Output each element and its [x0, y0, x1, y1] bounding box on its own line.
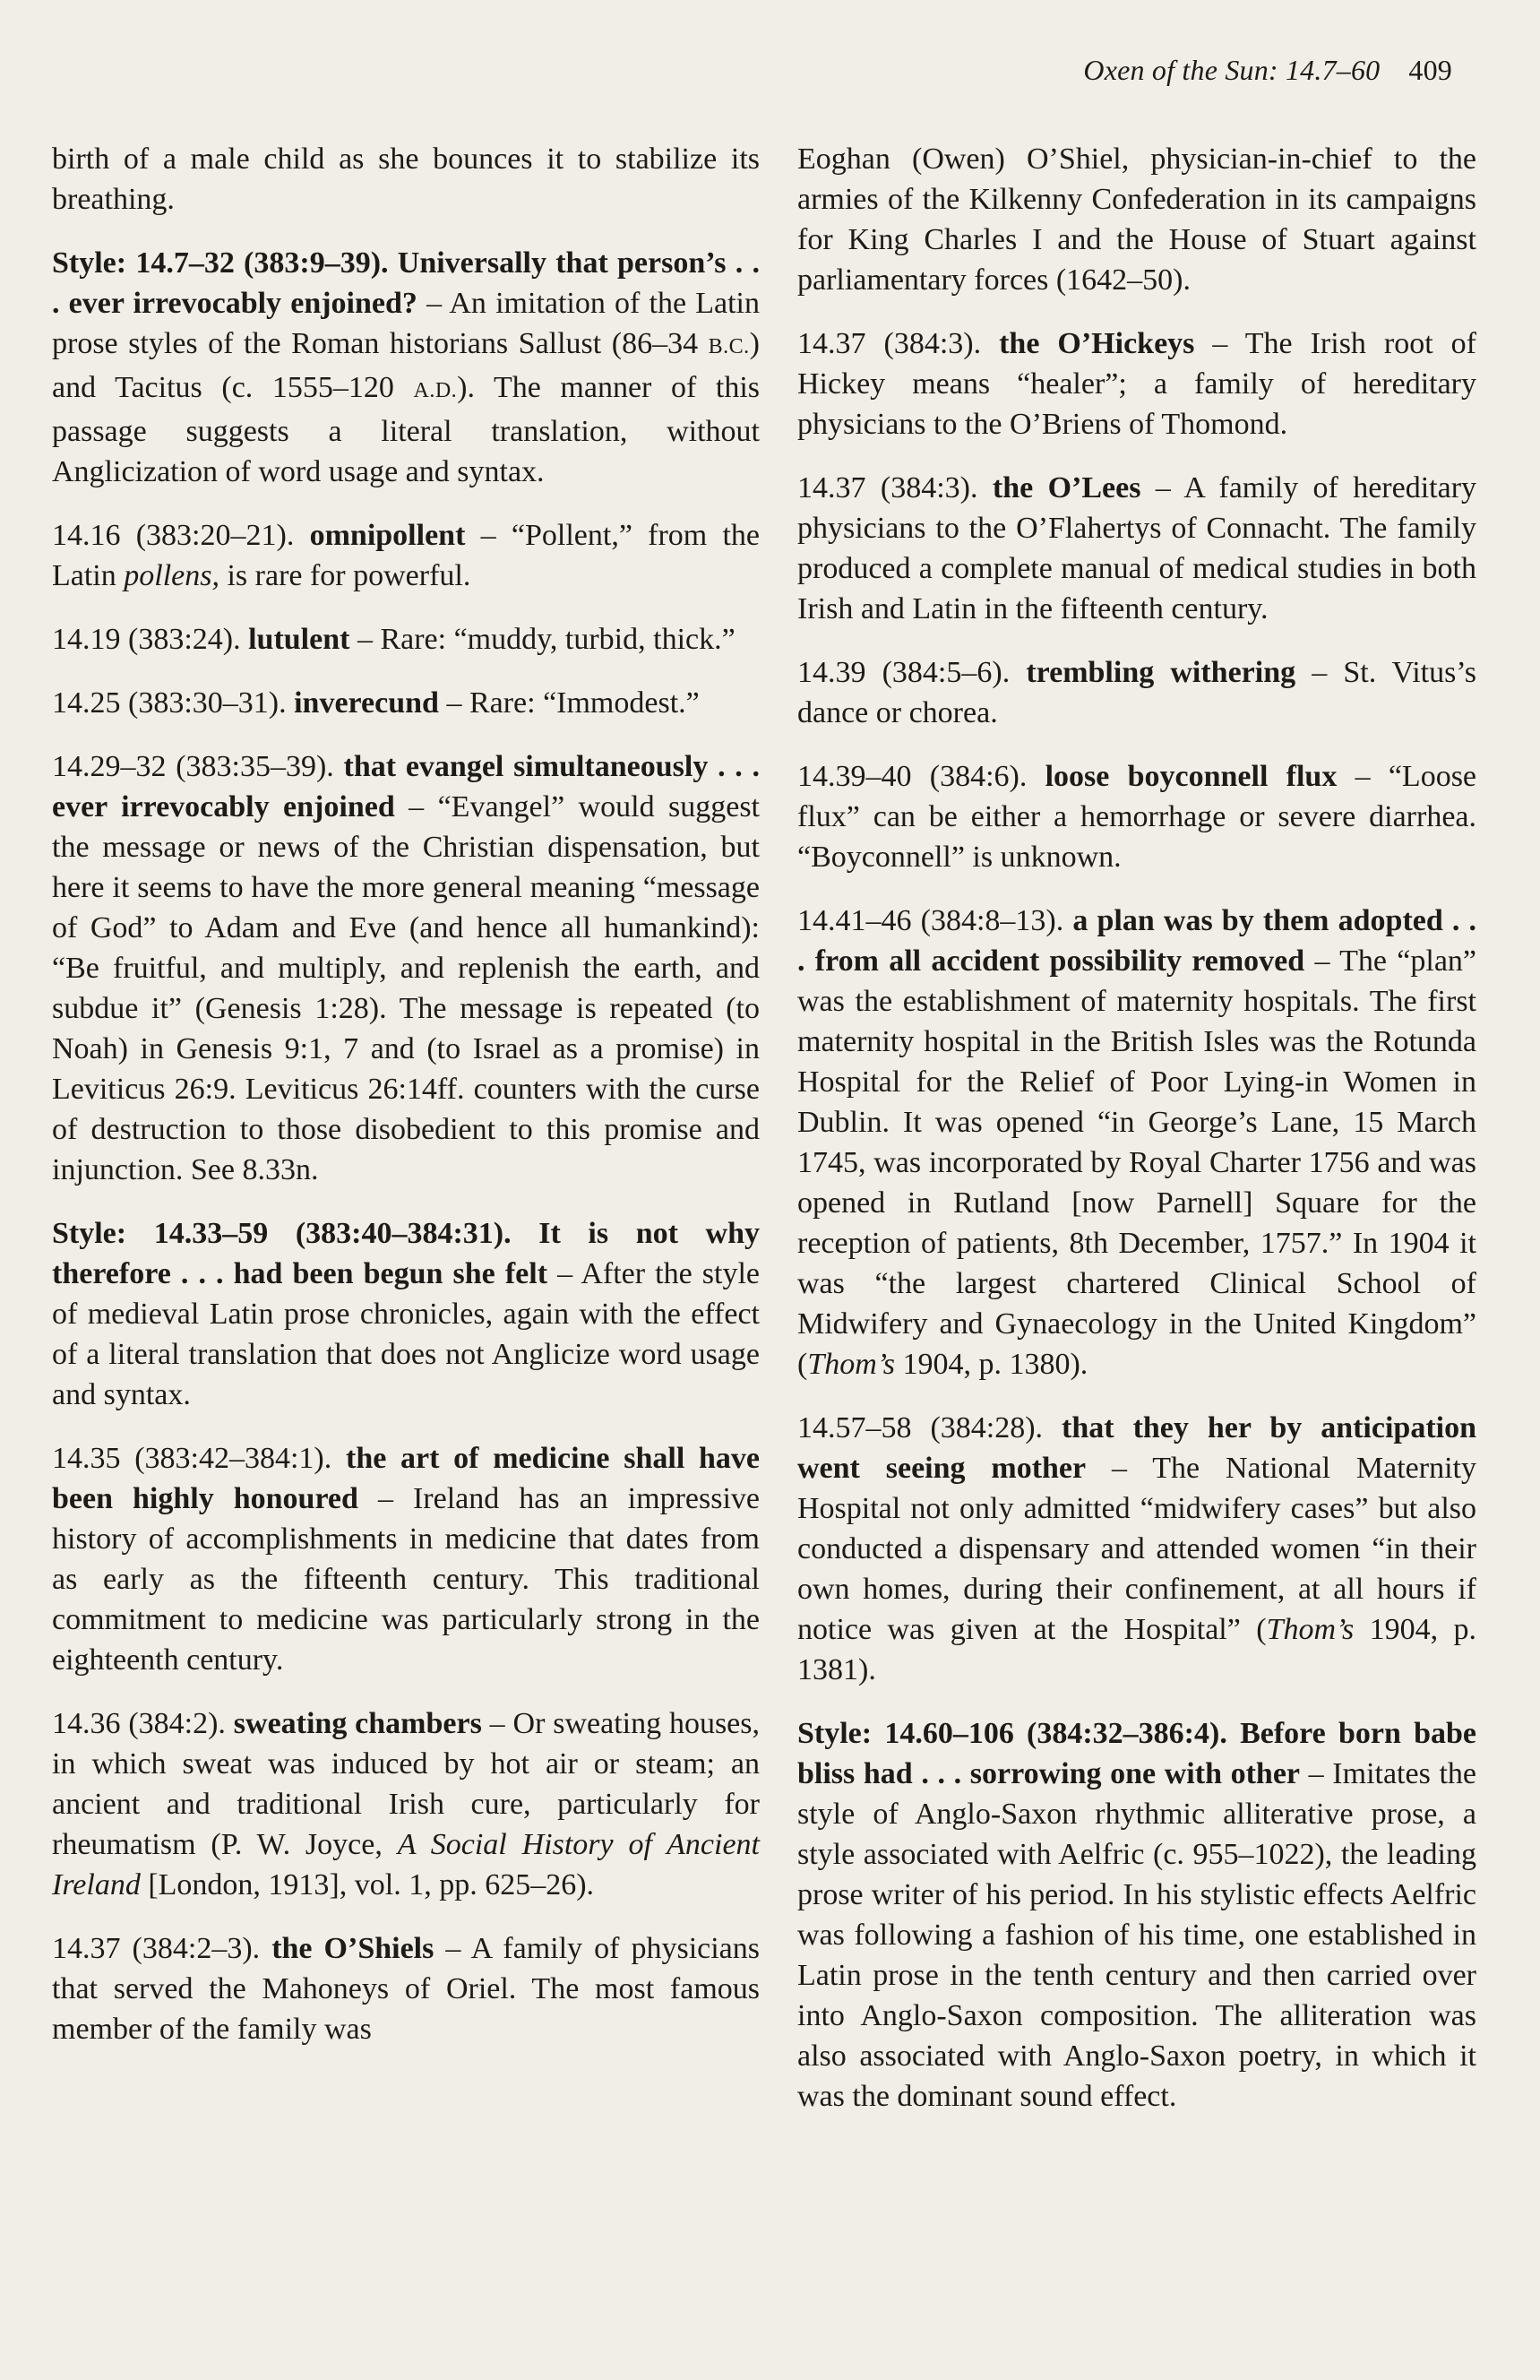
annotation-entry	[52, 683, 760, 723]
entry-gloss: 1904, p. 1381).	[797, 1613, 1476, 1686]
entry-reference: 14.25 (383:30–31).	[52, 686, 287, 720]
entry-reference: Style: 14.33–59 (383:40–384:31).	[52, 1217, 512, 1250]
entry-gloss: – “Loose flux” can be either a hemorrhage or severe diarrhea. “Boyconnell” is unknown.	[797, 760, 1477, 874]
entry-reference: 14.39–40 (384:6).	[797, 760, 1028, 793]
entry-reference: 14.37 (384:2–3).	[52, 1932, 261, 1965]
entry-lemma: the O’Shiels	[271, 1932, 434, 1965]
entry-gloss: is rare for powerful.	[219, 559, 471, 592]
entry-gloss: – Rare: “muddy, turbid, thick.”	[349, 623, 736, 656]
annotation-entry	[797, 323, 1476, 444]
entry-reference: 14.37 (384:3).	[797, 327, 982, 360]
annotation-entry	[797, 1713, 1476, 2117]
right-column	[797, 139, 1476, 2140]
annotation-entry	[797, 901, 1476, 1384]
entry-italic: A Social History of Ancient Ireland	[52, 1828, 760, 1901]
entry-lemma: omnipollent	[309, 519, 466, 552]
entry-reference: 14.16 (383:20–21).	[52, 519, 295, 552]
entry-gloss: 1904, p. 1380).	[894, 1348, 1088, 1381]
era-abbrev: B.C.	[708, 335, 750, 358]
entry-reference: 14.19 (383:24).	[52, 623, 241, 656]
entry-lemma: that evangel simultaneously . . . ever irrevocably enjoined	[52, 750, 761, 824]
annotation-entry	[52, 619, 760, 660]
entry-gloss: – Or sweating houses, in which sweat was induced by hot air or steam; an ancient and traditional Irish cure, particularly for rheumatism (P. W. Joyce,	[52, 1707, 760, 1861]
entry-gloss: – “Evangel” would suggest the message or news of the Christian dispensation, but here it seems to have the more general meaning “message of God” to Adam and Eve (and hence all humankind): “Be fruitful, and multiply, and replenish the earth, and subdue it” (Genesis 1:28). The message is repeated (to Noah) in Genesis 9:1, 7 and (to Israel as a promise) in Leviticus 26:9. Leviticus 26:14ff. counters with the curse of destruction to those disobedient to this promise and injunction. See 8.33n.	[52, 790, 760, 1186]
entry-gloss: – Ireland has an impressive history of accomplishments in medicine that dates from as early as the fifteenth century. This traditional commitment to medicine was particularly strong in the eighteenth century.	[52, 1482, 760, 1677]
entry-gloss: – The “plan” was the establishment of maternity hospitals. The first maternity hospital in the British Isles was the Rotunda Hospital for the Relief of Poor Lying-in Women in Dublin. It was opened “in George’s Lane, 15 March 1745, was incorporated by Royal Charter 1756 and was opened in Rutland [now Parnell] Square for the reception of patients, 8th December, 1757.” In 1904 it was “the largest chartered Clinical School of Midwifery and Gynaecology in the United Kingdom” (	[797, 944, 1476, 1381]
annotation-entry	[797, 652, 1476, 733]
running-title: Oxen of the Sun: 14.7–60	[1083, 54, 1381, 86]
entry-reference: 14.36 (384:2).	[52, 1707, 226, 1740]
annotation-entry	[52, 515, 760, 596]
entry-lemma: It is not why therefore . . . had been begun she felt	[52, 1217, 760, 1290]
entry-lemma: the O’Lees	[992, 471, 1141, 504]
entry-gloss: – Imitates the style of Anglo-Saxon rhythmic alliterative prose, a style associated with Aelfric (c. 955–1022), the leading prose writer of his period. In his stylistic effects Aelfric was following a fashion of his time, one established in Latin prose in the tenth century and then carried over into Anglo-Saxon composition. The alliteration was also associated with Anglo-Saxon poetry, in which it was the dominant sound effect.	[797, 1757, 1476, 2113]
entry-gloss: – The National Maternity Hospital not only admitted “midwifery cases” but also conducted a dispensary and attended women “in their own homes, during their confinement, at all hours if notice was given at the Hospital” (	[797, 1452, 1476, 1646]
page-number: 409	[1408, 54, 1452, 86]
entry-lemma: trembling withering	[1026, 656, 1296, 689]
entry-gloss: – An imitation of the Latin prose styles of the Roman historians Sallust (86–34	[52, 287, 760, 360]
entry-gloss: [London, 1913], vol. 1, pp. 625–26).	[140, 1868, 595, 1901]
entry-reference: 14.39 (384:5–6).	[797, 656, 1011, 689]
entry-gloss: ). The manner of this passage suggests a literal translation, without Anglicization of word usage and syntax.	[52, 371, 761, 488]
entry-lemma: that they her by anticipation went seeing mother	[797, 1411, 1476, 1485]
entry-gloss: – After the style of medieval Latin prose chronicles, again with the effect of a literal translation that does not Anglicize word usage and syntax.	[52, 1257, 760, 1411]
annotation-entry	[52, 243, 760, 492]
entry-reference: Style: 14.60–106 (384:32–386:4).	[797, 1717, 1227, 1750]
entry-reference: 14.37 (384:3).	[797, 471, 978, 504]
annotation-entry	[797, 1408, 1476, 1690]
entry-lemma: Before born babe bliss had . . . sorrowing one with other	[797, 1717, 1477, 1790]
entry-gloss: – Rare: “Immodest.”	[438, 686, 700, 720]
annotation-entry	[52, 1928, 760, 2049]
entry-gloss: – A family of physicians that served the Mahoneys of Oriel. The most famous member of the family was	[52, 1932, 760, 2046]
annotation-entry	[52, 1213, 760, 1415]
entry-lemma: sweating chambers	[233, 1707, 482, 1740]
entry-lemma: Universally that person’s . . . ever irrevocably enjoined?	[52, 246, 760, 320]
entry-gloss: – The Irish root of Hickey means “healer”; a family of hereditary physicians to the O’Briens of Thomond.	[797, 327, 1476, 441]
entry-lemma: loose boyconnell flux	[1045, 760, 1338, 793]
entry-italic: Thom’s	[1266, 1613, 1355, 1646]
entry-gloss: – “Pollent,” from the Latin	[52, 519, 761, 592]
entry-lemma: inverecund	[294, 686, 439, 720]
annotation-entry	[797, 756, 1476, 877]
entry-reference: 14.41–46 (384:8–13).	[797, 904, 1064, 937]
entry-lemma: the O’Hickeys	[999, 327, 1195, 360]
entry-lemma: lutulent	[248, 623, 350, 656]
entry-reference: 14.29–32 (383:35–39).	[52, 750, 334, 783]
running-head	[1083, 54, 1452, 87]
entry-lemma: the art of medicine shall have been highly honoured	[52, 1442, 761, 1515]
continued-annotation: Eoghan (Owen) O’Shiel, physician-in-chief to the armies of the Kilkenny Confederation in its campaigns for King Charles I and the House of Stuart against parliamentary forces (1642–50).	[797, 142, 1476, 297]
entry-reference: 14.35 (383:42–384:1).	[52, 1442, 332, 1475]
continued-annotation: birth of a male child as she bounces it to stabilize its breathing.	[52, 142, 760, 216]
annotation-entry	[797, 468, 1476, 629]
entry-gloss: – A family of hereditary physicians to the O’Flahertys of Connacht. The family produced a complete manual of medical studies in both Irish and Latin in the fifteenth century.	[797, 471, 1477, 625]
annotation-entry	[52, 1703, 760, 1905]
entry-italic: pollens,	[124, 559, 219, 592]
entry-gloss: – St. Vitus’s dance or chorea.	[797, 656, 1477, 729]
era-abbrev: A.D.	[413, 379, 458, 402]
annotation-entry	[52, 1438, 760, 1680]
entry-gloss: ) and Tacitus (c. 1555–120	[52, 327, 760, 404]
entry-reference: 14.57–58 (384:28).	[797, 1411, 1044, 1444]
entry-italic: Thom’s	[807, 1348, 895, 1381]
left-column	[52, 139, 760, 2073]
entry-reference: Style: 14.7–32 (383:9–39).	[52, 246, 389, 280]
annotation-entry	[52, 746, 760, 1190]
entry-lemma: a plan was by them adopted . . . from all accident possibility removed	[797, 904, 1477, 978]
